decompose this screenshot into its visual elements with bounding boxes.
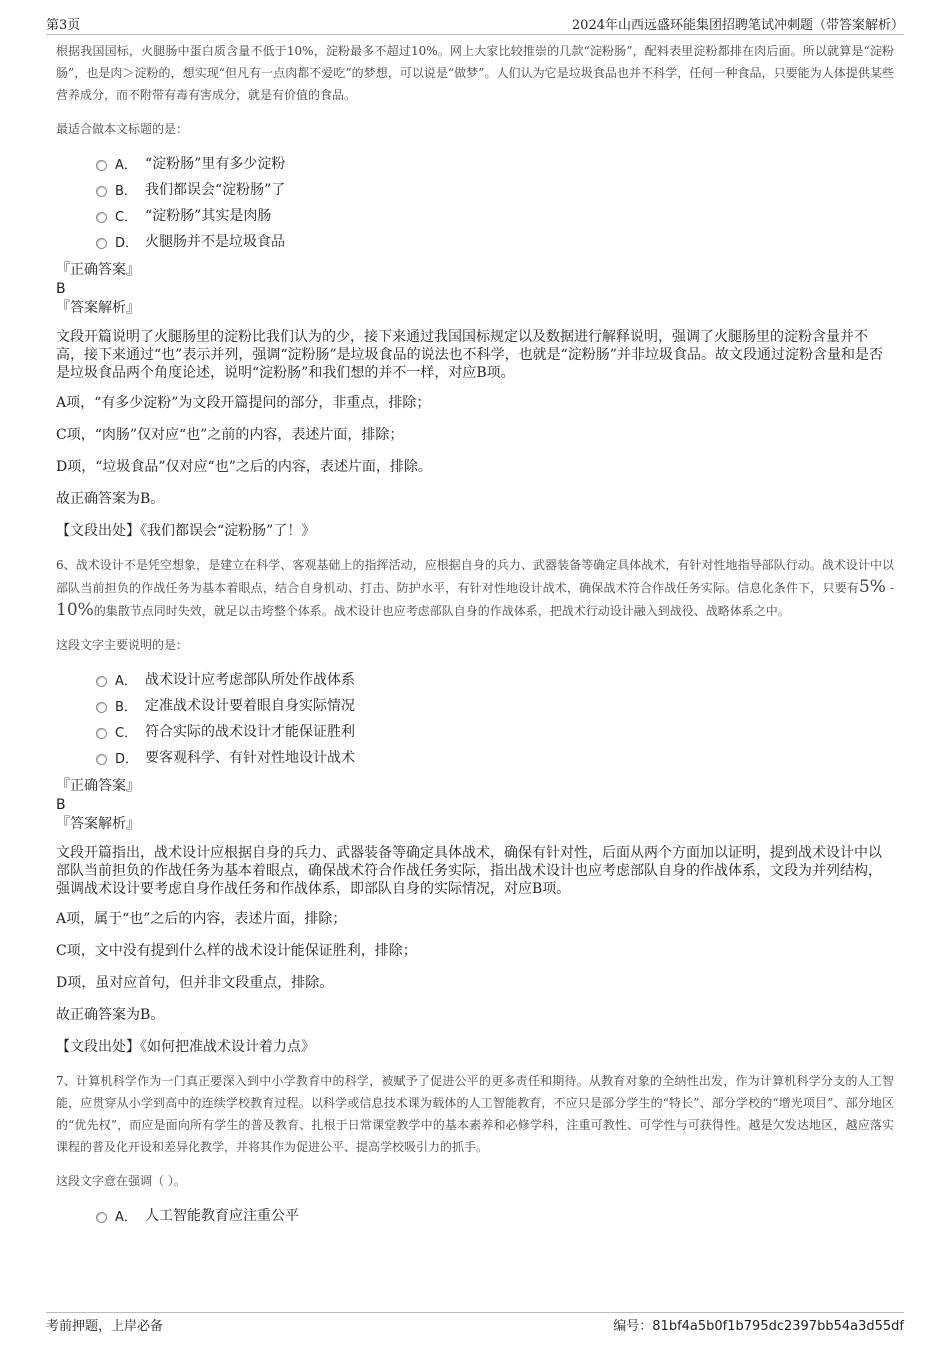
- page-number: 第3页: [46, 18, 81, 33]
- q6-option-a[interactable]: A． 战术设计应考虑部队所处作战体系: [96, 666, 894, 692]
- q6-question: 这段文字主要说明的是：: [56, 638, 189, 652]
- math-percent-low: 5%: [858, 577, 886, 597]
- page-header: [46, 12, 904, 35]
- q6-options: [96, 666, 894, 770]
- q6-analysis-a: A项，属于“也”之后的内容，表述片面，排除；: [56, 911, 347, 927]
- q7-options: [96, 1202, 894, 1228]
- q5-answer: B: [56, 281, 66, 297]
- q5-passage: 根据我国国标，火腿肠中蛋白质含量不低于10%，淀粉最多不超过10%。网上大家比较推崇的几款“淀粉肠”，配料表里淀粉都排在肉后面。所以就算是“淀粉肠”，也是肉＞淀粉的，想实现“但凡有一点肉都不爱吃”的梦想，可以说是“做梦”。人们认为它是垃圾食品也并不科学，任何一种食品，只要能为人体提供某些营养成分，而不附带有毒有害成分，就是有价值的食品。: [56, 44, 894, 102]
- radio-icon[interactable]: [96, 1212, 107, 1223]
- q7-question: 这段文字意在强调（ ）。: [56, 1174, 186, 1188]
- radio-icon[interactable]: [96, 702, 107, 713]
- q5-options: [96, 150, 894, 254]
- page-footer: [46, 1312, 904, 1335]
- radio-icon[interactable]: [96, 212, 107, 223]
- footer-slogan: 考前押题，上岸必备: [46, 1319, 164, 1334]
- q6-source: 【文段出处】《如何把准战术设计着力点》: [56, 1039, 315, 1055]
- q6-passage: 6、战术设计不是凭空想象，是建立在科学、客观基础上的指挥活动，应根据自身的兵力、武器装备等确定具体战术，有针对性地指导部队行动。战术设计中以部队当前担负的作战任务为基本着眼点，结合自身机动、打击、防护水平，有针对性地设计战术，确保战术符合作战任务实际。信息化条件下，只要有5% - 10%的集散节点同时失效，就足以击垮整个体系。战术设计也应考虑部队自身的作战体系，把战术行动设计融入到战役、战略体系之中。: [56, 558, 894, 620]
- document-title: 2024年山西远盛环能集团招聘笔试冲刺题（带答案解析）: [571, 18, 904, 33]
- q5-question: 最适合做本文标题的是：: [56, 122, 189, 136]
- q5-analysis-main: 文段开篇说明了火腿肠里的淀粉比我们认为的少，接下来通过我国国标规定以及数据进行解释说明，强调了火腿肠里的淀粉含量并不高，接下来通过“也”表示并列，强调“淀粉肠”是垃圾食品的说法也不科学，也就是“淀粉肠”并非垃圾食品。故文段通过淀粉含量和是否是垃圾食品两个角度论述，说明“淀粉肠”和我们想的并不一样，对应B项。: [56, 329, 883, 381]
- q5-option-d[interactable]: D． 火腿肠并不是垃圾食品: [96, 228, 894, 254]
- q5-answer-label: 『正确答案』: [56, 262, 140, 278]
- math-percent-high: 10%: [56, 600, 94, 620]
- q5-option-b[interactable]: B． 我们都误会“淀粉肠”了: [96, 176, 894, 202]
- q5-analysis-c: C项，“肉肠”仅对应“也”之前的内容，表述片面，排除；: [56, 427, 404, 443]
- q5-conclusion: 故正确答案为B。: [56, 491, 165, 507]
- page-content: [56, 40, 894, 1228]
- q6-option-d[interactable]: D． 要客观科学、有针对性地设计战术: [96, 744, 894, 770]
- q5-option-a[interactable]: A． “淀粉肠”里有多少淀粉: [96, 150, 894, 176]
- q5-analysis-label: 『答案解析』: [56, 300, 140, 316]
- radio-icon[interactable]: [96, 676, 107, 687]
- q7-passage: 7、计算机科学作为一门真正要深入到中小学教育中的科学，被赋予了促进公平的更多责任和期待。从教育对象的全纳性出发，作为计算机科学分支的人工智能，应贯穿从小学到高中的连续学校教育过程。以科学或信息技术课为载体的人工智能教育，不应只是部分学生的“特长”、部分学校的“增光项目”、部分地区的“优先权”，而应是面向所有学生的普及教育、扎根于日常课堂教学中的基本素养和必修学科，注重可教性、可学性与可获得性。越是欠发达地区，越应落实课程的普及化开设和差异化教学，并将其作为促进公平、提高学校吸引力的抓手。: [56, 1074, 894, 1154]
- q5-source: 【文段出处】《我们都误会“淀粉肠”了！》: [56, 523, 316, 539]
- radio-icon[interactable]: [96, 160, 107, 171]
- q5-option-c[interactable]: C． “淀粉肠”其实是肉肠: [96, 202, 894, 228]
- radio-icon[interactable]: [96, 238, 107, 249]
- q5-analysis-d: D项，“垃圾食品”仅对应“也”之后的内容，表述片面，排除。: [56, 459, 432, 475]
- q5-analysis-a: A项，“有多少淀粉”为文段开篇提问的部分，非重点，排除；: [56, 395, 431, 411]
- radio-icon[interactable]: [96, 728, 107, 739]
- q6-conclusion: 故正确答案为B。: [56, 1007, 165, 1023]
- q6-analysis-d: D项，虽对应首句，但并非文段重点，排除。: [56, 975, 334, 991]
- q7-option-a[interactable]: A． 人工智能教育应注重公平: [96, 1202, 894, 1228]
- q6-option-b[interactable]: B． 定准战术设计要着眼自身实际情况: [96, 692, 894, 718]
- document-id: 编号：81bf4a5b0f1b795dc2397bb54a3d55df: [613, 1319, 904, 1334]
- q6-answer-label: 『正确答案』: [56, 778, 140, 794]
- q6-analysis-main: 文段开篇指出，战术设计应根据自身的兵力、武器装备等确定具体战术，确保有针对性，后面从两个方面加以证明，提到战术设计中以部队当前担负的作战任务为基本着眼点，确保战术符合作战任务实际，指出战术设计也应考虑部队自身的作战体系，文段为并列结构，强调战术设计要考虑自身作战任务和作战体系，即部队自身的实际情况，对应B项。: [56, 845, 882, 897]
- q6-analysis-c: C项，文中没有提到什么样的战术设计能保证胜利，排除；: [56, 943, 417, 959]
- q6-option-c[interactable]: C． 符合实际的战术设计才能保证胜利: [96, 718, 894, 744]
- radio-icon[interactable]: [96, 186, 107, 197]
- q6-analysis-label: 『答案解析』: [56, 816, 140, 832]
- q6-answer: B: [56, 797, 66, 813]
- radio-icon[interactable]: [96, 754, 107, 765]
